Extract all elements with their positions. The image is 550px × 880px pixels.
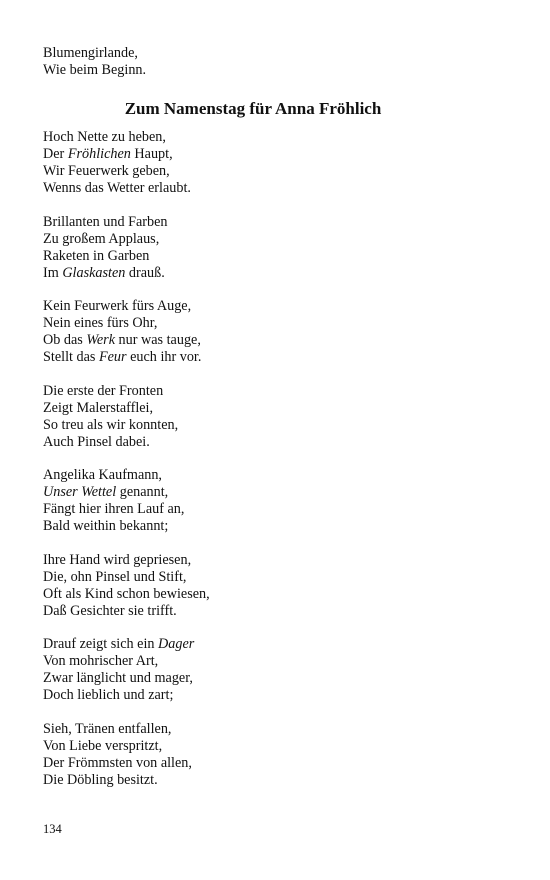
verse-line [43, 400, 503, 417]
verse-segment: So treu als wir konnten, [43, 416, 179, 433]
poem-body [43, 129, 503, 789]
verse-line [43, 484, 503, 501]
verse-line [43, 569, 503, 586]
verse-segment: Im [43, 264, 63, 281]
verse-segment: Wenns das Wetter erlaubt. [43, 180, 191, 196]
verse-segment: Zu großem Applaus, [43, 230, 160, 247]
verse-segment: Stellt das [43, 349, 99, 365]
verse-line [43, 653, 503, 670]
verse-segment: Die Döbling besitzt. [43, 771, 158, 788]
stanza [43, 636, 503, 704]
verse-segment: Der Frömmsten von allen, [43, 754, 192, 771]
verse-segment: Raketen in Garben [43, 247, 150, 264]
stanza [43, 467, 503, 535]
verse-line [43, 265, 503, 282]
verse-italic-segment: Feur [98, 349, 127, 365]
verse-line [43, 315, 503, 332]
verse-segment: Wir Feuerwerk geben, [43, 163, 170, 179]
verse-italic-segment: Werk [86, 332, 115, 348]
verse-segment: nur was tauge, [115, 332, 201, 348]
verse-line [43, 180, 503, 197]
intro-stanza [43, 45, 503, 79]
stanza [43, 129, 503, 197]
verse-segment: Kein Feurwerk fürs Auge, [43, 298, 192, 314]
verse-line [43, 231, 503, 248]
verse-line [43, 603, 503, 620]
verse-segment: Sieh, Tränen entfallen, [43, 720, 172, 737]
verse-line [43, 146, 503, 163]
verse-segment: Oft als Kind schon bewiesen, [43, 585, 210, 602]
verse-line [43, 721, 503, 738]
verse-italic-segment: Fröhlichen [67, 146, 131, 162]
verse-line [43, 738, 503, 755]
verse-segment: euch ihr vor. [126, 349, 202, 365]
verse-segment: Ihre Hand wird gepriesen, [43, 551, 192, 568]
verse-segment: Angelika Kaufmann, [43, 467, 162, 483]
verse-line [43, 417, 503, 434]
page-number: 134 [43, 822, 62, 836]
page-body [43, 45, 503, 805]
verse-line [43, 755, 503, 772]
verse-segment: Doch lieblich und zart; [43, 687, 174, 703]
verse-line [43, 332, 503, 349]
verse-segment: genannt, [116, 484, 169, 500]
verse-line [43, 129, 503, 146]
verse-line [43, 670, 503, 687]
verse-line [43, 434, 503, 451]
verse-line [43, 586, 503, 603]
verse-segment: Die erste der Fronten [43, 382, 164, 399]
verse-segment: Der [43, 146, 68, 162]
stanza [43, 552, 503, 620]
stanza [43, 721, 503, 789]
verse-line [43, 298, 503, 315]
verse-line [43, 62, 503, 79]
verse-line [43, 248, 503, 265]
verse-segment: Bald weithin bekannt; [43, 518, 169, 534]
verse-segment: Nein eines fürs Ohr, [43, 315, 158, 331]
verse-line [43, 518, 503, 535]
verse-segment: Ob das [43, 332, 87, 348]
verse-segment: Wie beim Beginn. [43, 62, 147, 78]
verse-segment: Daß Gesichter sie trifft. [43, 602, 177, 619]
verse-segment: Zwar länglicht und mager, [43, 670, 193, 686]
verse-segment: Die, ohn Pinsel und Stift, [43, 568, 187, 585]
verse-line [43, 687, 503, 704]
stanza [43, 383, 503, 451]
verse-line [43, 772, 503, 789]
verse-segment: Von mohrischer Art, [43, 653, 159, 669]
verse-segment: Fängt hier ihren Lauf an, [43, 501, 185, 517]
verse-segment: Von Liebe verspritzt, [43, 737, 163, 754]
verse-segment: Blumengirlande, [43, 45, 138, 61]
verse-italic-segment: Dager [158, 636, 195, 652]
verse-line [43, 383, 503, 400]
verse-segment: Auch Pinsel dabei. [43, 433, 150, 450]
verse-line [43, 552, 503, 569]
poem-title: Zum Namenstag für Anna Fröhlich [124, 99, 382, 118]
stanza [43, 214, 503, 282]
stanza [43, 298, 503, 366]
verse-segment: Drauf zeigt sich ein [43, 636, 159, 652]
verse-line [43, 467, 503, 484]
verse-line [43, 45, 503, 62]
verse-segment: Haupt, [130, 146, 173, 162]
verse-line [43, 349, 503, 366]
verse-line [43, 214, 503, 231]
verse-line [43, 501, 503, 518]
verse-segment: Hoch Nette zu heben, [43, 129, 166, 145]
verse-line [43, 163, 503, 180]
verse-segment: Zeigt Malerstafflei, [43, 399, 154, 416]
verse-segment: Brillanten und Farben [43, 213, 168, 230]
verse-italic-segment: Unser Wettel [43, 484, 117, 500]
verse-segment: drauß. [125, 264, 165, 281]
verse-italic-segment: Glaskasten [62, 264, 126, 281]
verse-line [43, 636, 503, 653]
